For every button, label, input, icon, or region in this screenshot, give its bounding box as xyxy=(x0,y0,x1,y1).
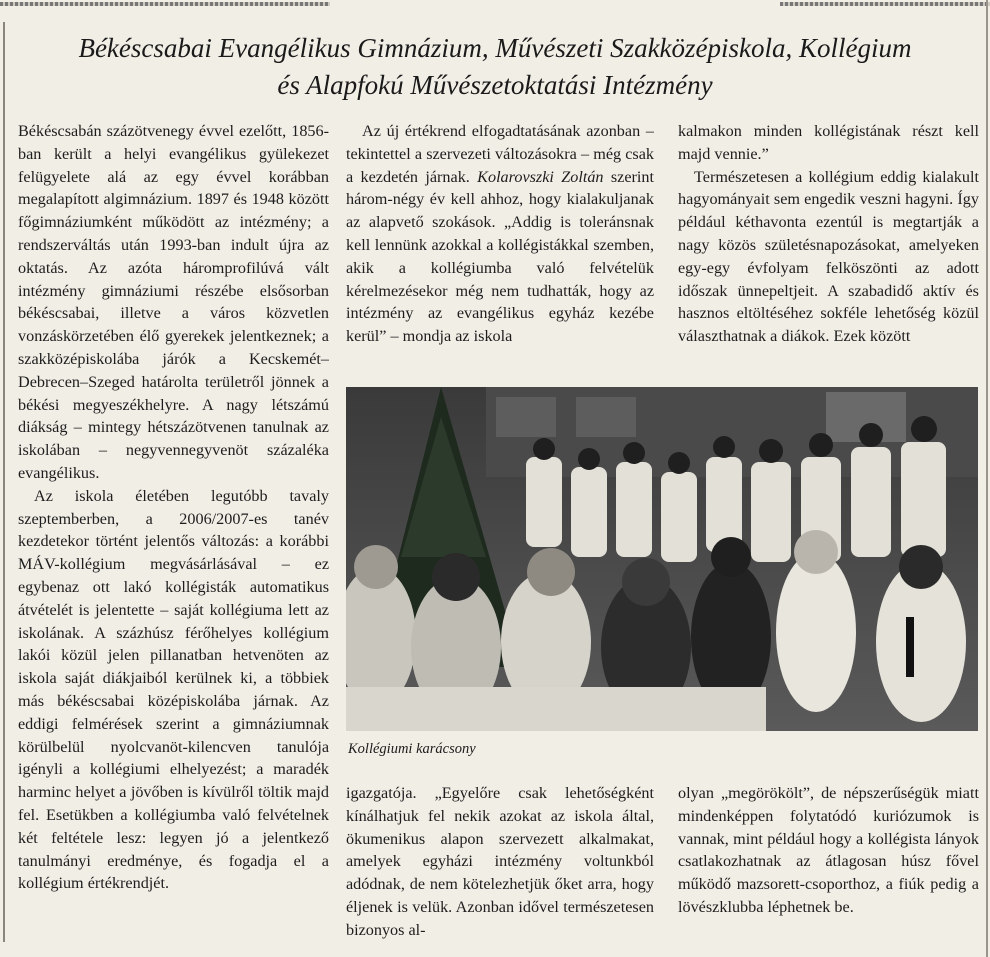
tie xyxy=(906,617,914,677)
photo-caption: Kollégiumi karácsony xyxy=(348,741,476,757)
person-name: Kolarovszki Zoltán xyxy=(477,167,604,186)
col2-text-a: Az új értékrend elfogadtatásának azonban – tekintettel a szervezeti változásokra – még csak a kezdetén járnak. xyxy=(346,122,654,186)
column-2-bottom xyxy=(346,782,654,947)
col3b-paragraph: olyan „megörökölt”, de népszerűségük miatt mindenképpen folytatódó kuriózumok is vannak, mint például hogy a kollégista lányok csatlakozhatnak az átlagosan húsz fővel működő mazsorett-csoporthoz, a fiúk pedig a lövészklubba léphetnek be. xyxy=(678,784,979,916)
top-rule-left xyxy=(0,2,330,6)
choir-photo-drawing xyxy=(346,387,978,731)
col2-text-b: szerint három-négy év kell ahhoz, hogy kialakuljanak az alapvető szokások. „Addig is toleránsnak kell lennünk azokkal a kollégistákkal szemben, akik a kollégiumba való felvételük kérelmezésekor még nem tudhatták, hogy az intézmény az evangélikus egyház kezébe kerül” – mondja az iskola xyxy=(346,167,654,346)
top-rule-right xyxy=(780,2,990,6)
column-3-top xyxy=(678,120,979,372)
col3-paragraph-1: kalmakon minden kollégistának részt kell majd vennie.” xyxy=(678,122,979,163)
column-1 xyxy=(18,120,329,945)
headline-line-2: és Alapfokú Művészetoktatási Intézmény xyxy=(277,70,713,100)
left-margin-rule xyxy=(3,22,5,942)
col1-paragraph-1: Békéscsabán százötvenegy évvel ezelőtt, 1856-ban került a helyi evangélikus gyülekezet felügyelete alá az egy évvel korábban megalapított algimnázium. 1897 és 1948 között főgimnáziumként működött az intézmény; a rendszerváltás után 1993-ban indult újra az oktatás. Az azóta háromprofilúvá vált intézmény gimnáziumi részébe elsősorban békéscsabai, illetve a város közvetlen vonzáskörzetében élő gyerekek jelentkeznek; a szakközépiskolába járók a Kecskemét–Debrecen–Szeged határolta területről jönnek a békési megyeszékhelyre. A nagy létszámú diákság – mintegy hétszázötvenen tanulnak az iskolában – negyvennegyvenöt százaléka evangélikus. xyxy=(18,122,329,482)
article-headline xyxy=(30,30,960,104)
choir-photo xyxy=(346,387,978,731)
top-rule xyxy=(0,0,990,8)
col3-paragraph-2: Természetesen a kollégium eddig kialakult hagyományait sem engedik veszni hagyni. Így például kéthavonta ezentúl is megtartják a nagy közös születésnapozásokat, amelyeken egy-egy évfolyam felköszönti az adott időszak ünnepeltjeit. A szabadidő aktív és hasznos eltöltéséhez sokféle lehetőség közül választhatnak a diákok. Ezek között xyxy=(678,167,979,346)
column-2-top xyxy=(346,120,654,372)
table xyxy=(346,687,766,731)
col2b-paragraph: igazgatója. „Egyelőre csak lehetőségként kínálhatjuk fel nekik azokat az iskola által, ökumenikus alapon szervezett alkalmakat, amelyek egyházi intézmény voltunkból adódnak, de nem kötelezhetjük őket arra, hogy éljenek is velük. Azonban idővel természetesen bizonyos al- xyxy=(346,784,654,939)
col1-paragraph-2: Az iskola életében legutóbb tavaly szeptemberben, a 2006/2007-es tanév kezdetekor történt jelentős változás: a korábbi MÁV-kollégium megvásárlásával – ez egybenaz ott lakó kollégisták automatikus átvételét is jelentette – saját kollégiuma lett az iskolának. A százhúsz férőhelyes kollégium lakói közül jelen pillanatban hetvenöten az iskola saját diákjaiból kerülnek ki, a többiek más békéscsabai középiskolába járnak. Az eddigi felmérések szerint a gimnáziumnak körülbelül nyolcvanöt-kilencven tanulója igényli a kollégiumi elhelyezést; a maradék harminc helyet a jövőben is kívülről töltik majd fel. Esetükben a kollégiumba való felvételnek két feltétele lesz: legyen jó a jelentkező tanulmányi eredménye, és fogadja el a kollégium értékrendjét. xyxy=(18,486,329,893)
column-3-bottom xyxy=(678,782,979,947)
col2-paragraph-1 xyxy=(346,120,654,348)
right-margin-rule xyxy=(986,0,988,957)
headline-line-1: Békéscsabai Evangélikus Gimnázium, Művészeti Szakközépiskola, Kollégium xyxy=(78,33,912,63)
